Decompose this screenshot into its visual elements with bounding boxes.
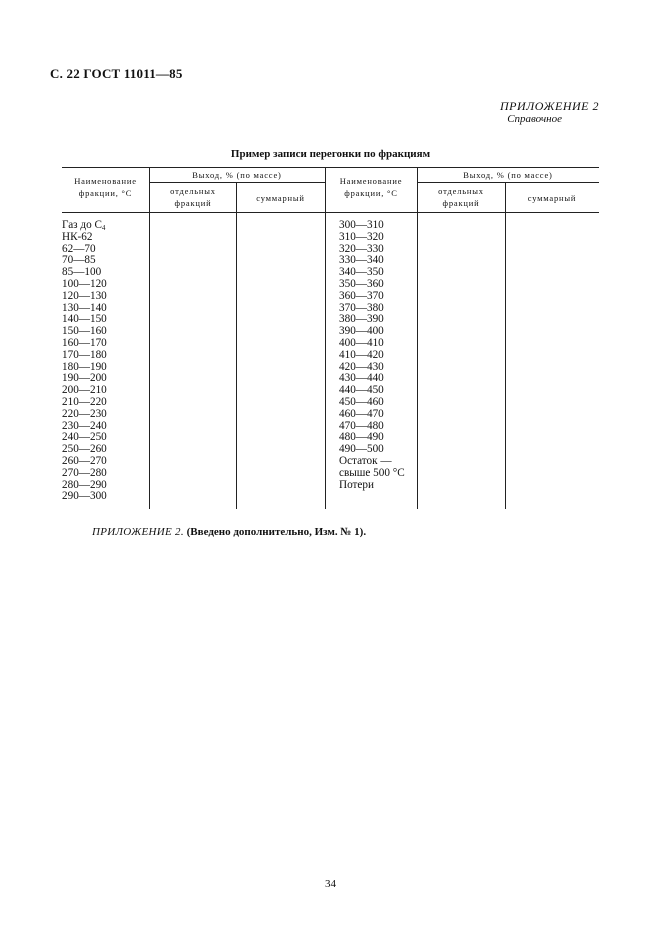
fraction-label: 230—240 — [62, 419, 107, 432]
fraction-label: 400—410 — [339, 336, 384, 349]
fraction-label: 240—250 — [62, 431, 107, 444]
fraction-label: 140—150 — [62, 313, 107, 326]
fraction-label: 330—340 — [339, 254, 384, 267]
header-individual-right: отдельных фракций — [438, 186, 484, 208]
note-bold: (Введено дополнительно, Изм. № 1). — [186, 526, 367, 538]
fraction-label: 450—460 — [339, 395, 384, 408]
table-row — [62, 491, 107, 503]
note-italic: ПРИЛОЖЕНИЕ 2. — [92, 526, 184, 538]
fraction-label: 210—220 — [62, 395, 107, 408]
subscript: 4 — [101, 224, 106, 232]
header-yield-left: Выход, % (по массе) — [192, 170, 282, 180]
fraction-label: 100—120 — [62, 277, 107, 290]
fraction-column-left — [62, 220, 107, 503]
appendix-type: Справочное — [507, 113, 562, 125]
fraction-label: 420—430 — [339, 360, 384, 373]
header-name-left: Наименование фракции, °С — [74, 176, 137, 198]
fraction-label: 440—450 — [339, 384, 384, 397]
fraction-label: 380—390 — [339, 313, 384, 326]
table-title: Пример записи перегонки по фракциям — [230, 148, 431, 160]
page-number: 34 — [325, 878, 336, 890]
fraction-label: Газ до C — [62, 219, 102, 231]
fraction-label: 390—400 — [339, 325, 384, 338]
fraction-label: 120—130 — [62, 289, 107, 302]
fraction-label: 70—85 — [62, 254, 96, 267]
fraction-label: 160—170 — [62, 336, 107, 349]
fraction-label: 270—280 — [62, 466, 107, 479]
header-yield-right: Выход, % (по массе) — [463, 170, 553, 180]
table-row — [339, 480, 405, 492]
fraction-label: 190—200 — [62, 372, 107, 385]
fraction-label: 470—480 — [339, 419, 384, 432]
fraction-label: 170—180 — [62, 348, 107, 361]
fraction-label: 220—230 — [62, 407, 107, 420]
fraction-label: 430—440 — [339, 372, 384, 385]
fraction-label: 130—140 — [62, 301, 107, 314]
fraction-label: 310—320 — [339, 230, 384, 243]
header-name-right: Наименование фракции, °С — [339, 176, 403, 198]
fraction-label: 62—70 — [62, 242, 96, 255]
header-individual-left: отдельных фракций — [170, 186, 216, 208]
fraction-label: 200—210 — [62, 384, 107, 397]
fraction-label: 320—330 — [339, 242, 384, 255]
fraction-label: 290—300 — [62, 490, 107, 503]
fraction-column-right — [339, 220, 405, 491]
fraction-label: свыше 500 °С — [339, 466, 405, 479]
header-cumulative-right: суммарный — [527, 193, 577, 203]
fraction-label: 490—500 — [339, 443, 384, 456]
fraction-label: 340—350 — [339, 266, 384, 279]
fraction-label: НК-62 — [62, 230, 93, 243]
page-header: С. 22 ГОСТ 11011—85 — [50, 66, 183, 81]
header-cumulative-left: суммарный — [256, 193, 305, 203]
fraction-label: 410—420 — [339, 348, 384, 361]
fraction-label: 350—360 — [339, 277, 384, 290]
fraction-label: 360—370 — [339, 289, 384, 302]
fraction-label: 480—490 — [339, 431, 384, 444]
fraction-label: Потери — [339, 478, 374, 491]
fraction-label: 180—190 — [62, 360, 107, 373]
fraction-label: 260—270 — [62, 454, 107, 467]
fraction-label: 85—100 — [62, 266, 102, 279]
appendix-label: ПРИЛОЖЕНИЕ 2 — [500, 99, 599, 113]
fraction-label: Остаток — — [339, 454, 392, 467]
fraction-label: 460—470 — [339, 407, 384, 420]
fraction-label: 370—380 — [339, 301, 384, 314]
fraction-label: 250—260 — [62, 443, 107, 456]
fraction-label: 280—290 — [62, 478, 107, 491]
fraction-label: 150—160 — [62, 325, 107, 338]
fraction-label: 300—310 — [339, 219, 384, 231]
amendment-note — [92, 526, 366, 538]
